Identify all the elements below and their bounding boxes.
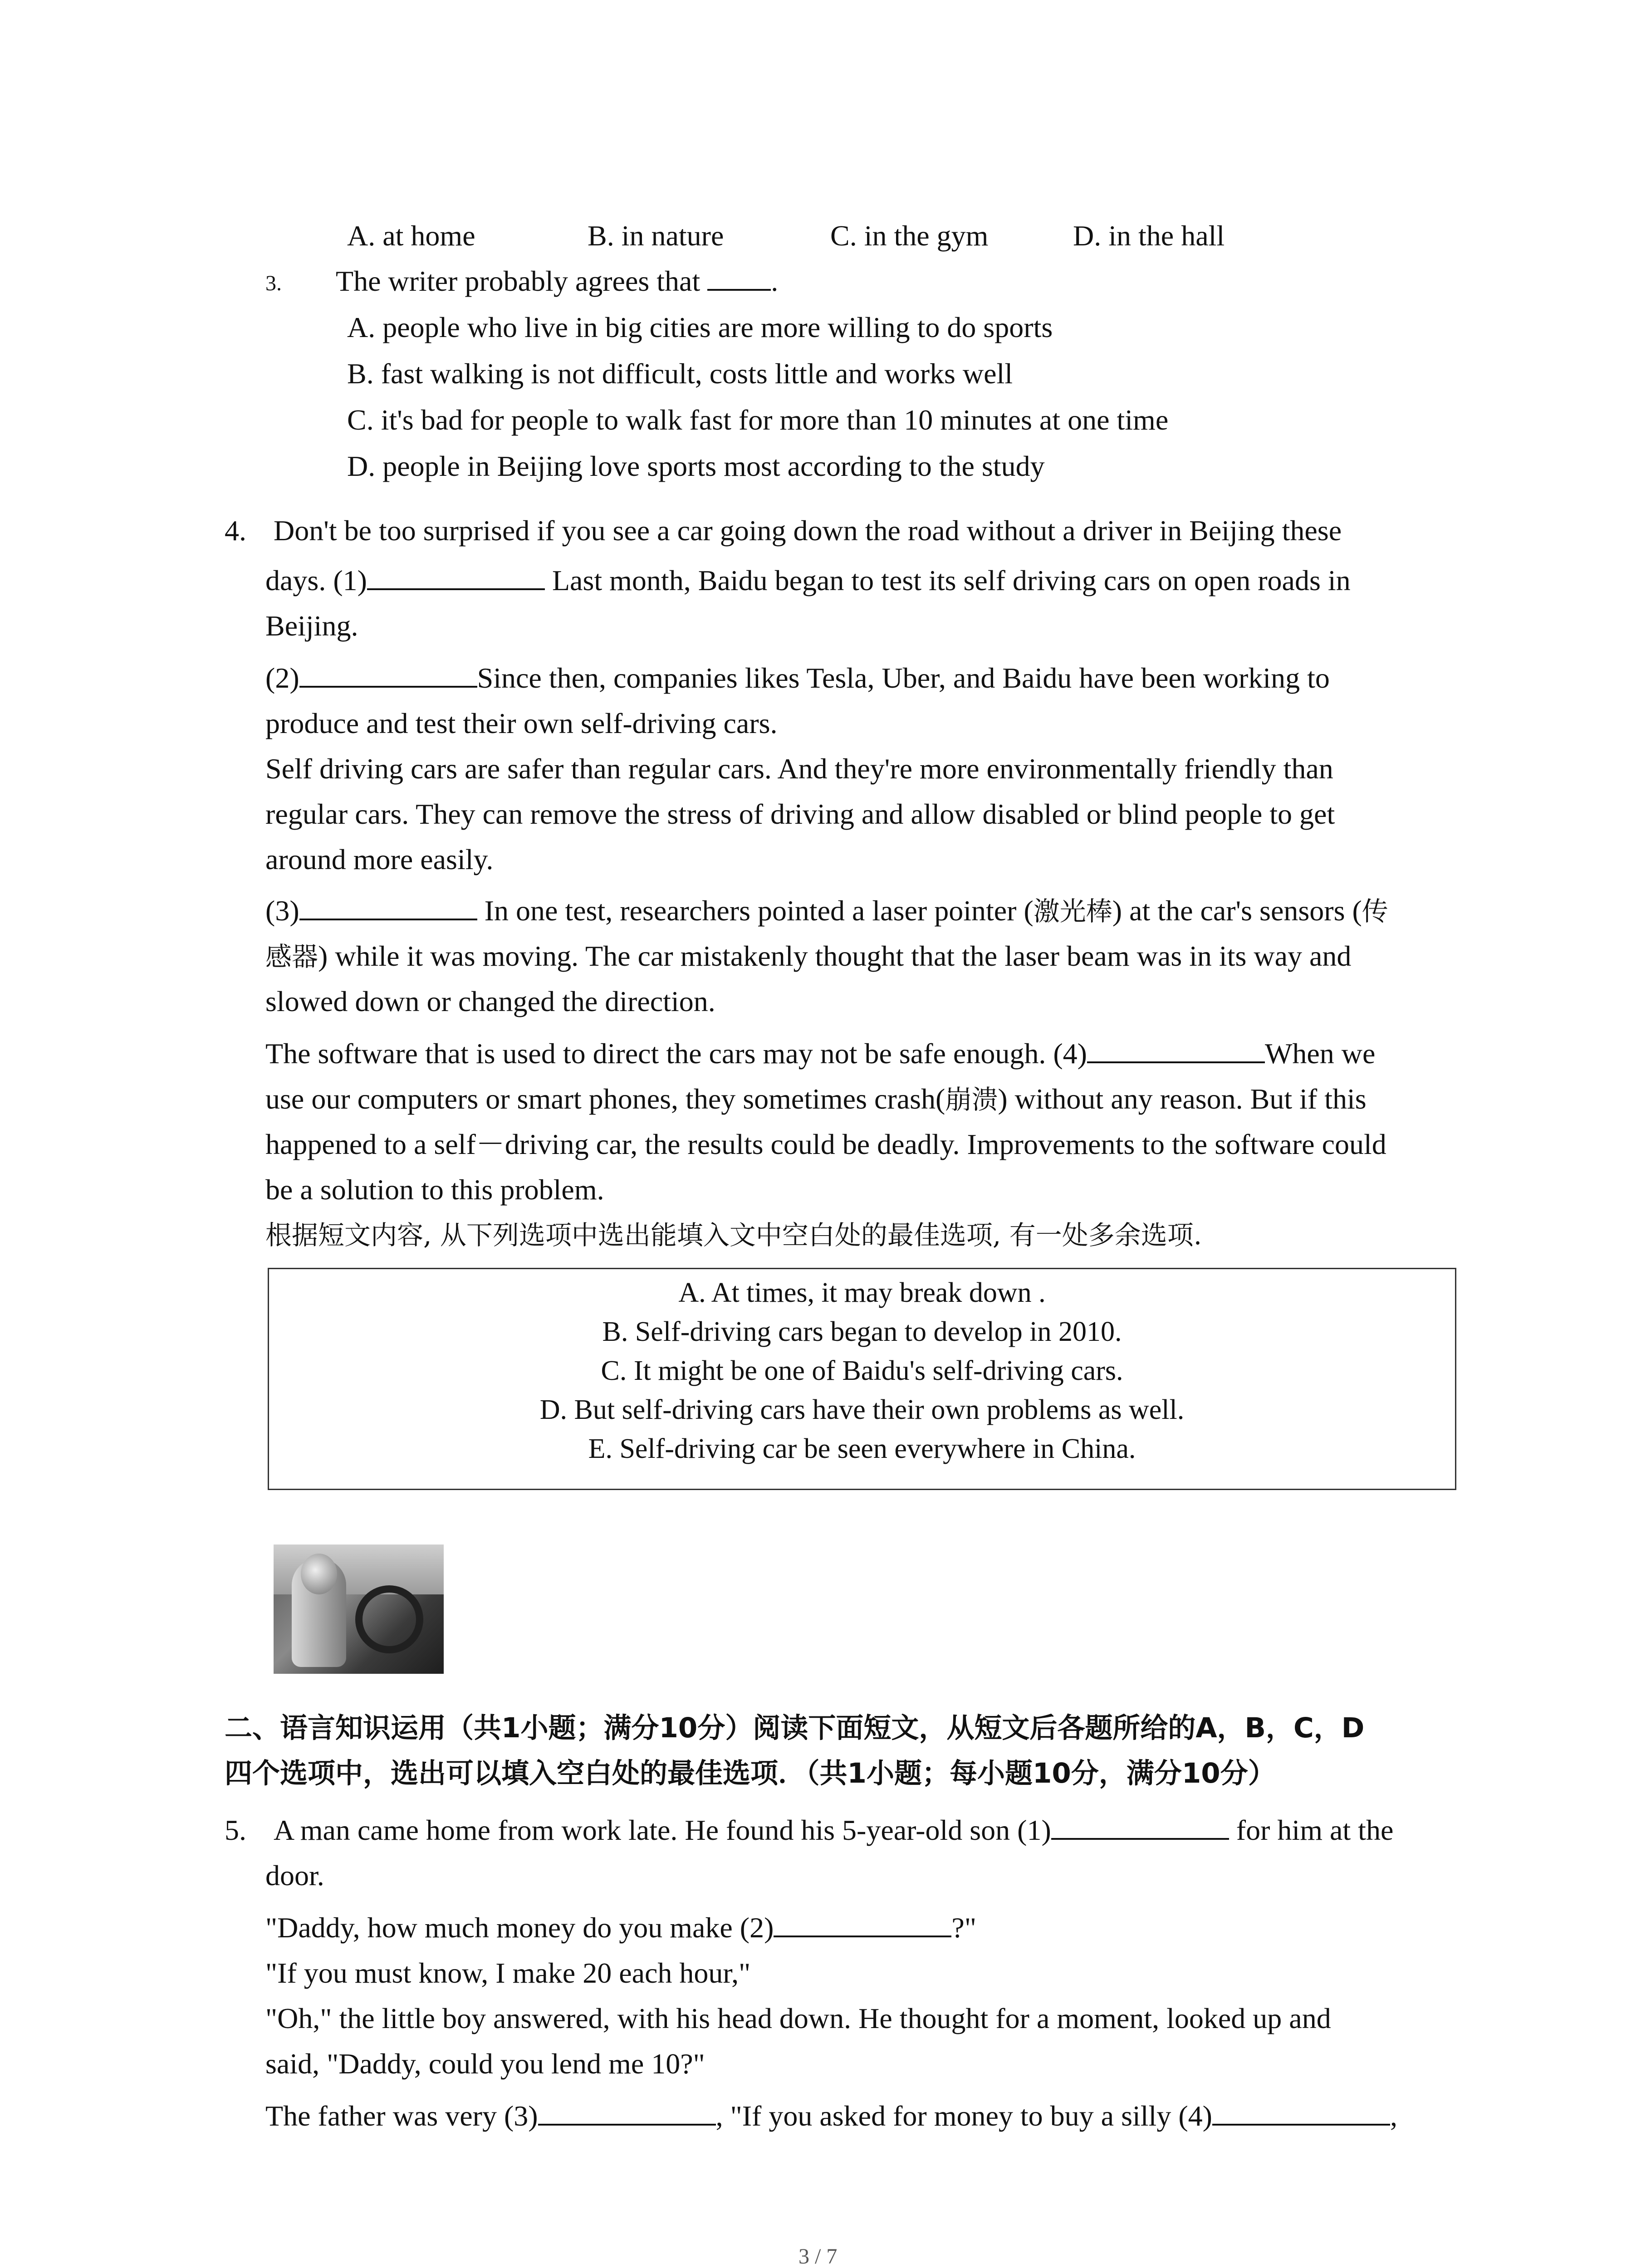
q3-number: 3. [265, 271, 282, 295]
q3-option-d[interactable]: D. people in Beijing love sports most according to the study [347, 450, 1045, 482]
q4-line: happened to a self－driving car, the results could be deadly. Improvements to the software could [265, 1128, 1386, 1160]
q4-line: be a solution to this problem. [265, 1173, 604, 1206]
q5-blank-1[interactable] [1051, 1813, 1229, 1840]
q5-blank-4[interactable] [1212, 2098, 1390, 2126]
q5-number: 5. [225, 1814, 246, 1846]
q3-stem: The writer probably agrees that . [336, 263, 778, 299]
q4-line: regular cars. They can remove the stress of driving and allow disabled or blind people to get [265, 798, 1335, 830]
q2-option-a[interactable]: A. at home [347, 220, 475, 252]
q4-blank-4[interactable] [1087, 1036, 1265, 1063]
q5-line: door. [265, 1859, 324, 1892]
q4-line: 感器) while it was moving. The car mistakenly thought that the laser beam was in its way and [265, 940, 1352, 972]
q5-line: "Daddy, how much money do you make (2) ?" [265, 1910, 976, 1946]
q4-line: Self driving cars are safer than regular cars. And they're more environmentally friendly than [265, 753, 1333, 785]
q4-box-option-e[interactable]: E. Self-driving car be seen everywhere in China. [588, 1433, 1136, 1464]
section2-heading-line2: 四个选项中，选出可以填入空白处的最佳选项．（共1小题；每小题10分，满分10分） [225, 1757, 1276, 1789]
q4-number: 4. [225, 514, 246, 547]
q4-box-option-c[interactable]: C. It might be one of Baidu's self-driving cars. [601, 1355, 1123, 1386]
q4-blank-2[interactable] [299, 660, 477, 688]
q4-line: around more easily. [265, 843, 494, 875]
q4-line: days. (1) Last month, Baidu began to test its self driving cars on open roads in [265, 562, 1351, 599]
robot-driver-image [274, 1545, 444, 1674]
q2-option-b[interactable]: B. in nature [588, 220, 724, 252]
q4-box-option-b[interactable]: B. Self-driving cars began to develop in 2010. [602, 1316, 1122, 1347]
q4-line: Beijing. [265, 610, 358, 642]
q3-option-a[interactable]: A. people who live in big cities are more willing to do sports [347, 311, 1053, 343]
q4-instruction: 根据短文内容, 从下列选项中选出能填入文中空白处的最佳选项, 有一处多余选项. [265, 1220, 1202, 1251]
q5-line: The father was very (3) , "If you asked for money to buy a silly (4) , [265, 2098, 1397, 2134]
q4-options-box [268, 1268, 1456, 1490]
q4-line: slowed down or changed the direction. [265, 985, 715, 1017]
q4-blank-3[interactable] [299, 893, 477, 920]
q3-option-c[interactable]: C. it's bad for people to walk fast for more than 10 minutes at one time [347, 404, 1169, 436]
q5-line: "Oh," the little boy answered, with his head down. He thought for a moment, looked up and [265, 2002, 1331, 2034]
section2-heading-line1: 二、语言知识运用（共1小题；满分10分）阅读下面短文，从短文后各题所给的A，B，C，D [225, 1712, 1365, 1744]
q4-line: (2) Since then, companies likes Tesla, Uber, and Baidu have been working to [265, 660, 1330, 696]
q5-line: A man came home from work late. He found his 5-year-old son (1) for him at the [274, 1812, 1393, 1848]
q5-blank-2[interactable] [774, 1910, 951, 1937]
q4-blank-1[interactable] [367, 563, 545, 590]
q4-line: Don't be too surprised if you see a car going down the road without a driver in Beijing these [274, 514, 1342, 547]
q3-option-b[interactable]: B. fast walking is not difficult, costs little and works well [347, 357, 1013, 390]
q4-line: use our computers or smart phones, they sometimes crash(崩溃) without any reason. But if this [265, 1083, 1367, 1115]
q4-box-option-a[interactable]: A. At times, it may break down . [678, 1277, 1046, 1308]
q5-line: "If you must know, I make 20 each hour," [265, 1957, 751, 1989]
q2-option-c[interactable]: C. in the gym [830, 220, 989, 252]
q4-box-option-d[interactable]: D. But self-driving cars have their own problems as well. [539, 1394, 1185, 1425]
page-number: 3 / 7 [798, 2244, 838, 2268]
q5-blank-3[interactable] [538, 2098, 716, 2126]
q3-blank[interactable] [707, 264, 771, 291]
q4-line: The software that is used to direct the cars may not be safe enough. (4) When we [265, 1036, 1375, 1072]
q4-line: (3) In one test, researchers pointed a laser pointer (激光棒) at the car's sensors (传 [265, 893, 1388, 929]
q4-line: produce and test their own self-driving cars. [265, 707, 778, 739]
q2-option-d[interactable]: D. in the hall [1073, 220, 1225, 252]
q5-line: said, "Daddy, could you lend me 10?" [265, 2048, 705, 2080]
